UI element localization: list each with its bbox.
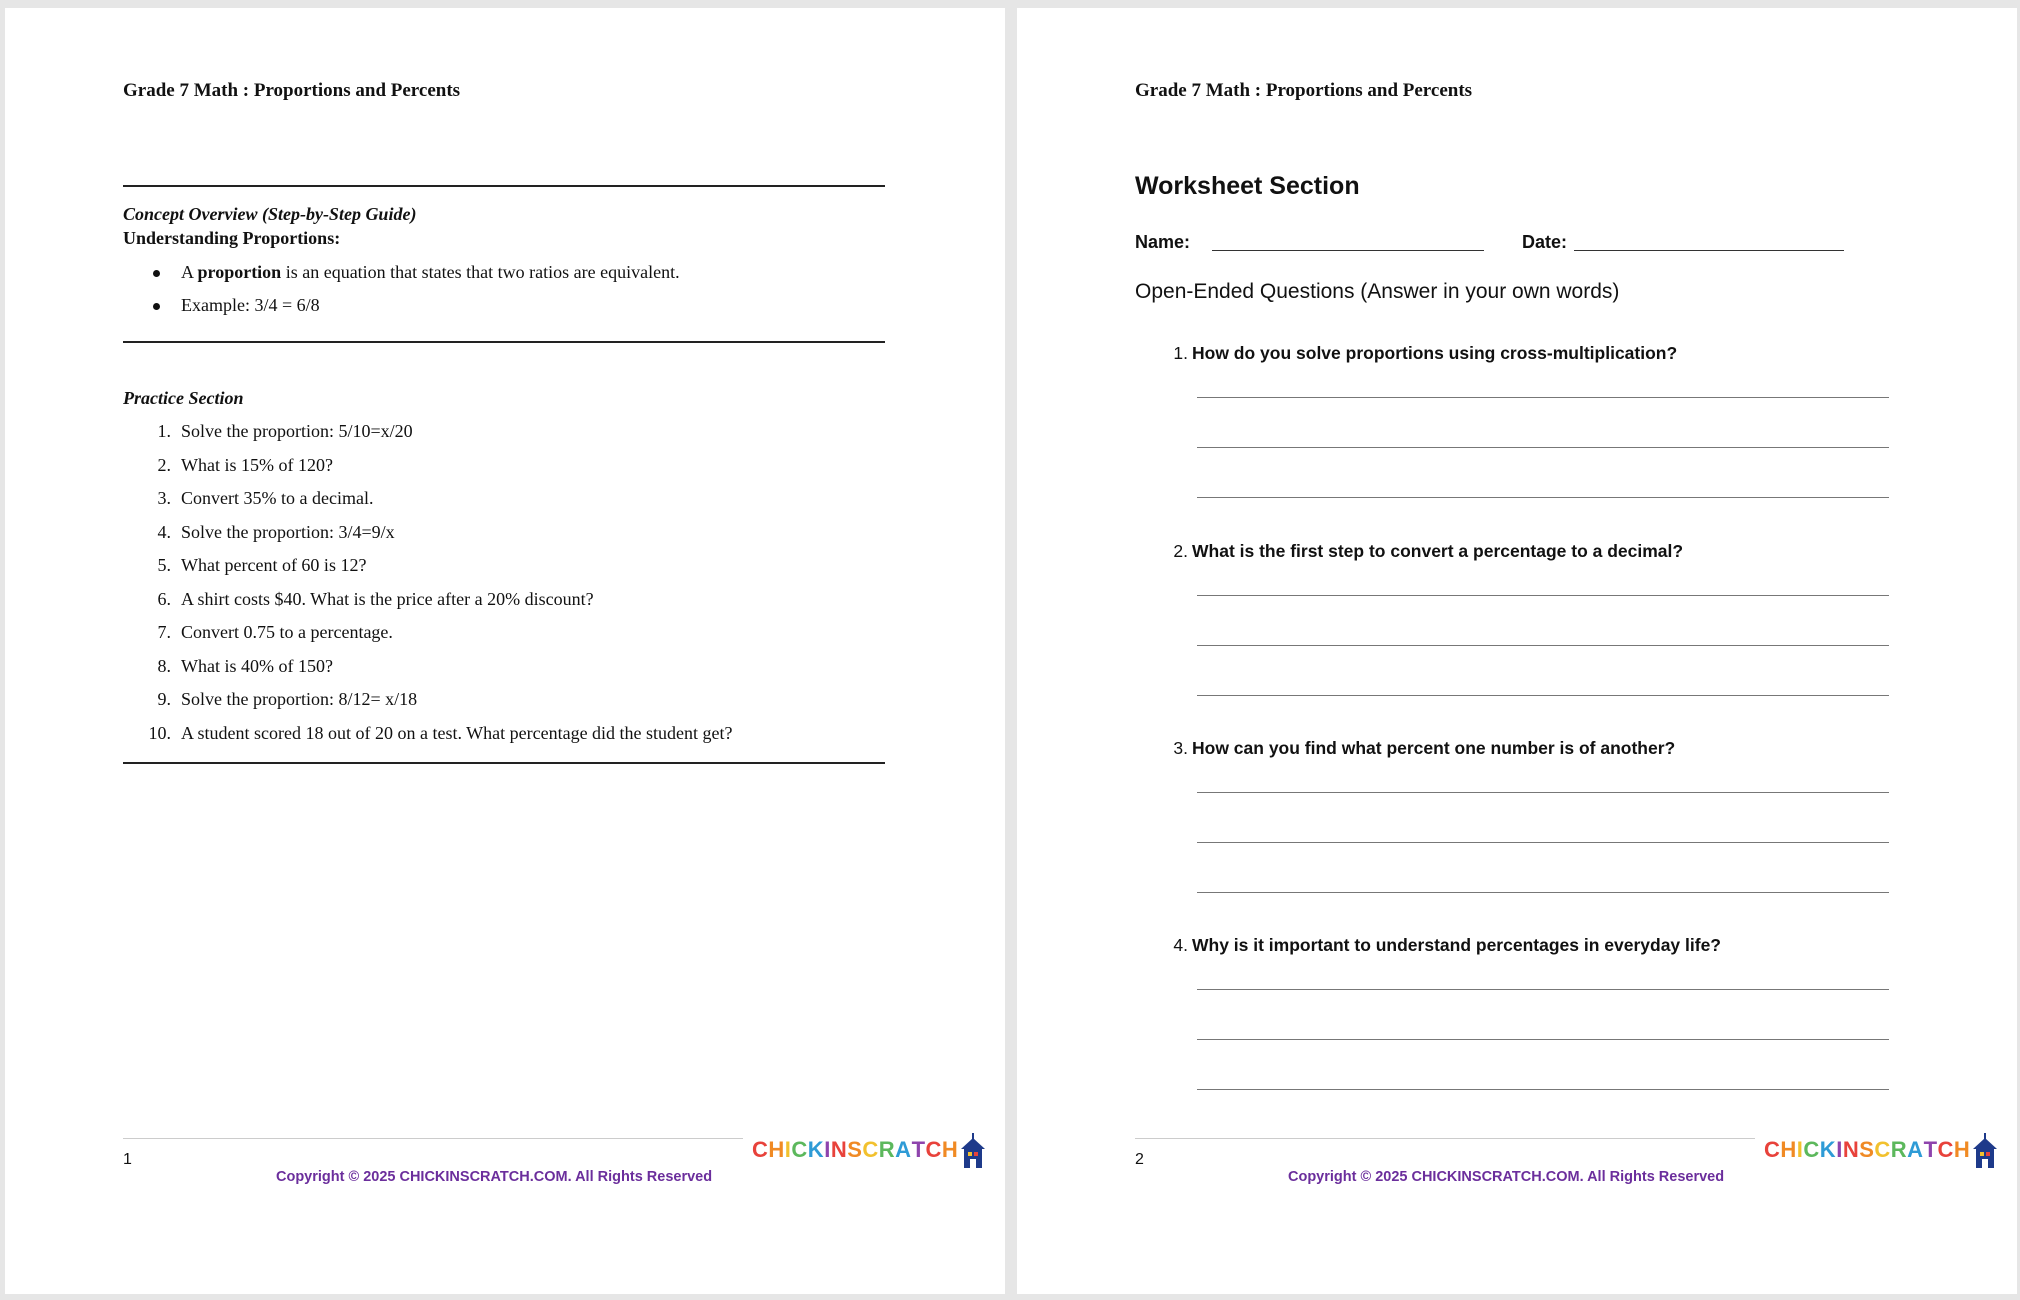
practice-item bbox=[157, 421, 413, 442]
footer-rule bbox=[1135, 1138, 1755, 1139]
practice-item-text: What is 15% of 120? bbox=[181, 454, 333, 475]
question-number: 2. bbox=[1173, 541, 1188, 561]
practice-item-text: What percent of 60 is 12? bbox=[181, 555, 367, 575]
practice-item-text: Convert 35% to a decimal. bbox=[181, 488, 374, 508]
practice-item-number: 7. bbox=[157, 622, 171, 642]
question-number: 4. bbox=[1173, 935, 1188, 955]
chickinscratch-logo bbox=[752, 1133, 986, 1169]
name-blank[interactable] bbox=[1212, 250, 1484, 251]
question-number: 3. bbox=[1173, 738, 1188, 758]
practice-item bbox=[157, 488, 374, 509]
footer-rule bbox=[123, 1138, 743, 1139]
concept-heading: Concept Overview (Step-by-Step Guide) bbox=[123, 204, 417, 224]
answer-line[interactable] bbox=[1197, 447, 1889, 448]
answer-line[interactable] bbox=[1197, 842, 1889, 843]
worksheet-page-2 bbox=[1017, 8, 2017, 1294]
practice-item-number: 5. bbox=[157, 555, 171, 575]
page-number: 1 bbox=[123, 1151, 132, 1168]
practice-item-text: Solve the proportion: 5/10=x/20 bbox=[181, 421, 413, 441]
schoolhouse-icon bbox=[960, 1133, 986, 1169]
practice-item bbox=[148, 722, 733, 744]
divider bbox=[123, 341, 885, 343]
answer-line[interactable] bbox=[1197, 497, 1889, 498]
page-header: Grade 7 Math : Proportions and Percents bbox=[1135, 80, 1473, 101]
practice-item-number: 8. bbox=[157, 655, 171, 676]
page-number: 2 bbox=[1135, 1151, 1144, 1168]
answer-line[interactable] bbox=[1197, 1039, 1889, 1040]
answer-line[interactable] bbox=[1197, 792, 1889, 793]
divider bbox=[123, 185, 885, 187]
question bbox=[1173, 935, 1721, 956]
chickinscratch-logo bbox=[1764, 1133, 1998, 1169]
logo-text: CHICKINSCRATCH bbox=[752, 1136, 959, 1162]
question bbox=[1173, 541, 1684, 562]
bullet-example: Example: 3/4 = 6/8 bbox=[181, 295, 320, 315]
question-text: How do you solve proportions using cross-multiplication? bbox=[1192, 343, 1678, 363]
practice-item-number: 1. bbox=[157, 421, 171, 441]
understanding-heading: Understanding Proportions: bbox=[123, 228, 341, 248]
copyright-text: Copyright © 2025 CHICKINSCRATCH.COM. All Rights Reserved bbox=[1288, 1169, 1725, 1185]
schoolhouse-icon bbox=[1972, 1133, 1998, 1169]
practice-item-number: 6. bbox=[157, 588, 171, 609]
page-header: Grade 7 Math : Proportions and Percents bbox=[123, 80, 461, 101]
question-number: 1. bbox=[1173, 343, 1188, 363]
bullet-text: A bbox=[181, 262, 198, 282]
practice-item-number: 3. bbox=[157, 488, 171, 508]
answer-line[interactable] bbox=[1197, 1089, 1889, 1090]
answer-line[interactable] bbox=[1197, 595, 1889, 596]
practice-item bbox=[157, 588, 594, 610]
practice-item bbox=[157, 521, 395, 543]
practice-item bbox=[157, 555, 367, 576]
name-label: Name: bbox=[1135, 232, 1191, 252]
practice-item-number: 10. bbox=[148, 722, 171, 743]
bullet-text: is an equation that states that two ratios are equivalent. bbox=[281, 262, 680, 282]
practice-item-text: A student scored 18 out of 20 on a test. What percentage did the student get? bbox=[181, 722, 733, 743]
practice-item-text: What is 40% of 150? bbox=[181, 655, 333, 676]
practice-item bbox=[157, 655, 333, 677]
practice-item bbox=[157, 689, 418, 710]
question bbox=[1173, 343, 1678, 364]
practice-item-number: 9. bbox=[157, 689, 171, 709]
practice-item-text: Convert 0.75 to a percentage. bbox=[181, 622, 393, 642]
question-text: Why is it important to understand percentages in everyday life? bbox=[1192, 935, 1721, 955]
answer-line[interactable] bbox=[1197, 989, 1889, 990]
bullet-term: proportion bbox=[197, 262, 282, 282]
practice-item-text: A shirt costs $40. What is the price after a 20% discount? bbox=[181, 588, 594, 609]
question-text: What is the first step to convert a percentage to a decimal? bbox=[1192, 541, 1684, 561]
practice-item bbox=[157, 622, 393, 643]
answer-line[interactable] bbox=[1197, 695, 1889, 696]
practice-item bbox=[157, 454, 333, 476]
answer-line[interactable] bbox=[1197, 397, 1889, 398]
date-blank[interactable] bbox=[1574, 250, 1844, 251]
practice-item-number: 4. bbox=[157, 521, 171, 542]
practice-item-number: 2. bbox=[157, 454, 171, 475]
copyright-text: Copyright © 2025 CHICKINSCRATCH.COM. All Rights Reserved bbox=[276, 1169, 713, 1185]
logo-text: CHICKINSCRATCH bbox=[1764, 1136, 1971, 1162]
divider bbox=[123, 762, 885, 764]
answer-line[interactable] bbox=[1197, 892, 1889, 893]
bullet-proportion-definition bbox=[181, 262, 680, 283]
question-text: How can you find what percent one number is of another? bbox=[1192, 738, 1676, 758]
practice-item-text: Solve the proportion: 8/12= x/18 bbox=[181, 689, 418, 709]
open-ended-intro: Open-Ended Questions (Answer in your own words) bbox=[1135, 280, 1620, 303]
practice-item-text: Solve the proportion: 3/4=9/x bbox=[181, 521, 395, 542]
question bbox=[1173, 738, 1676, 759]
worksheet-title: Worksheet Section bbox=[1135, 172, 1360, 200]
answer-line[interactable] bbox=[1197, 645, 1889, 646]
worksheet-page-1 bbox=[5, 8, 1005, 1294]
date-label: Date: bbox=[1522, 232, 1568, 252]
practice-heading: Practice Section bbox=[123, 388, 244, 408]
